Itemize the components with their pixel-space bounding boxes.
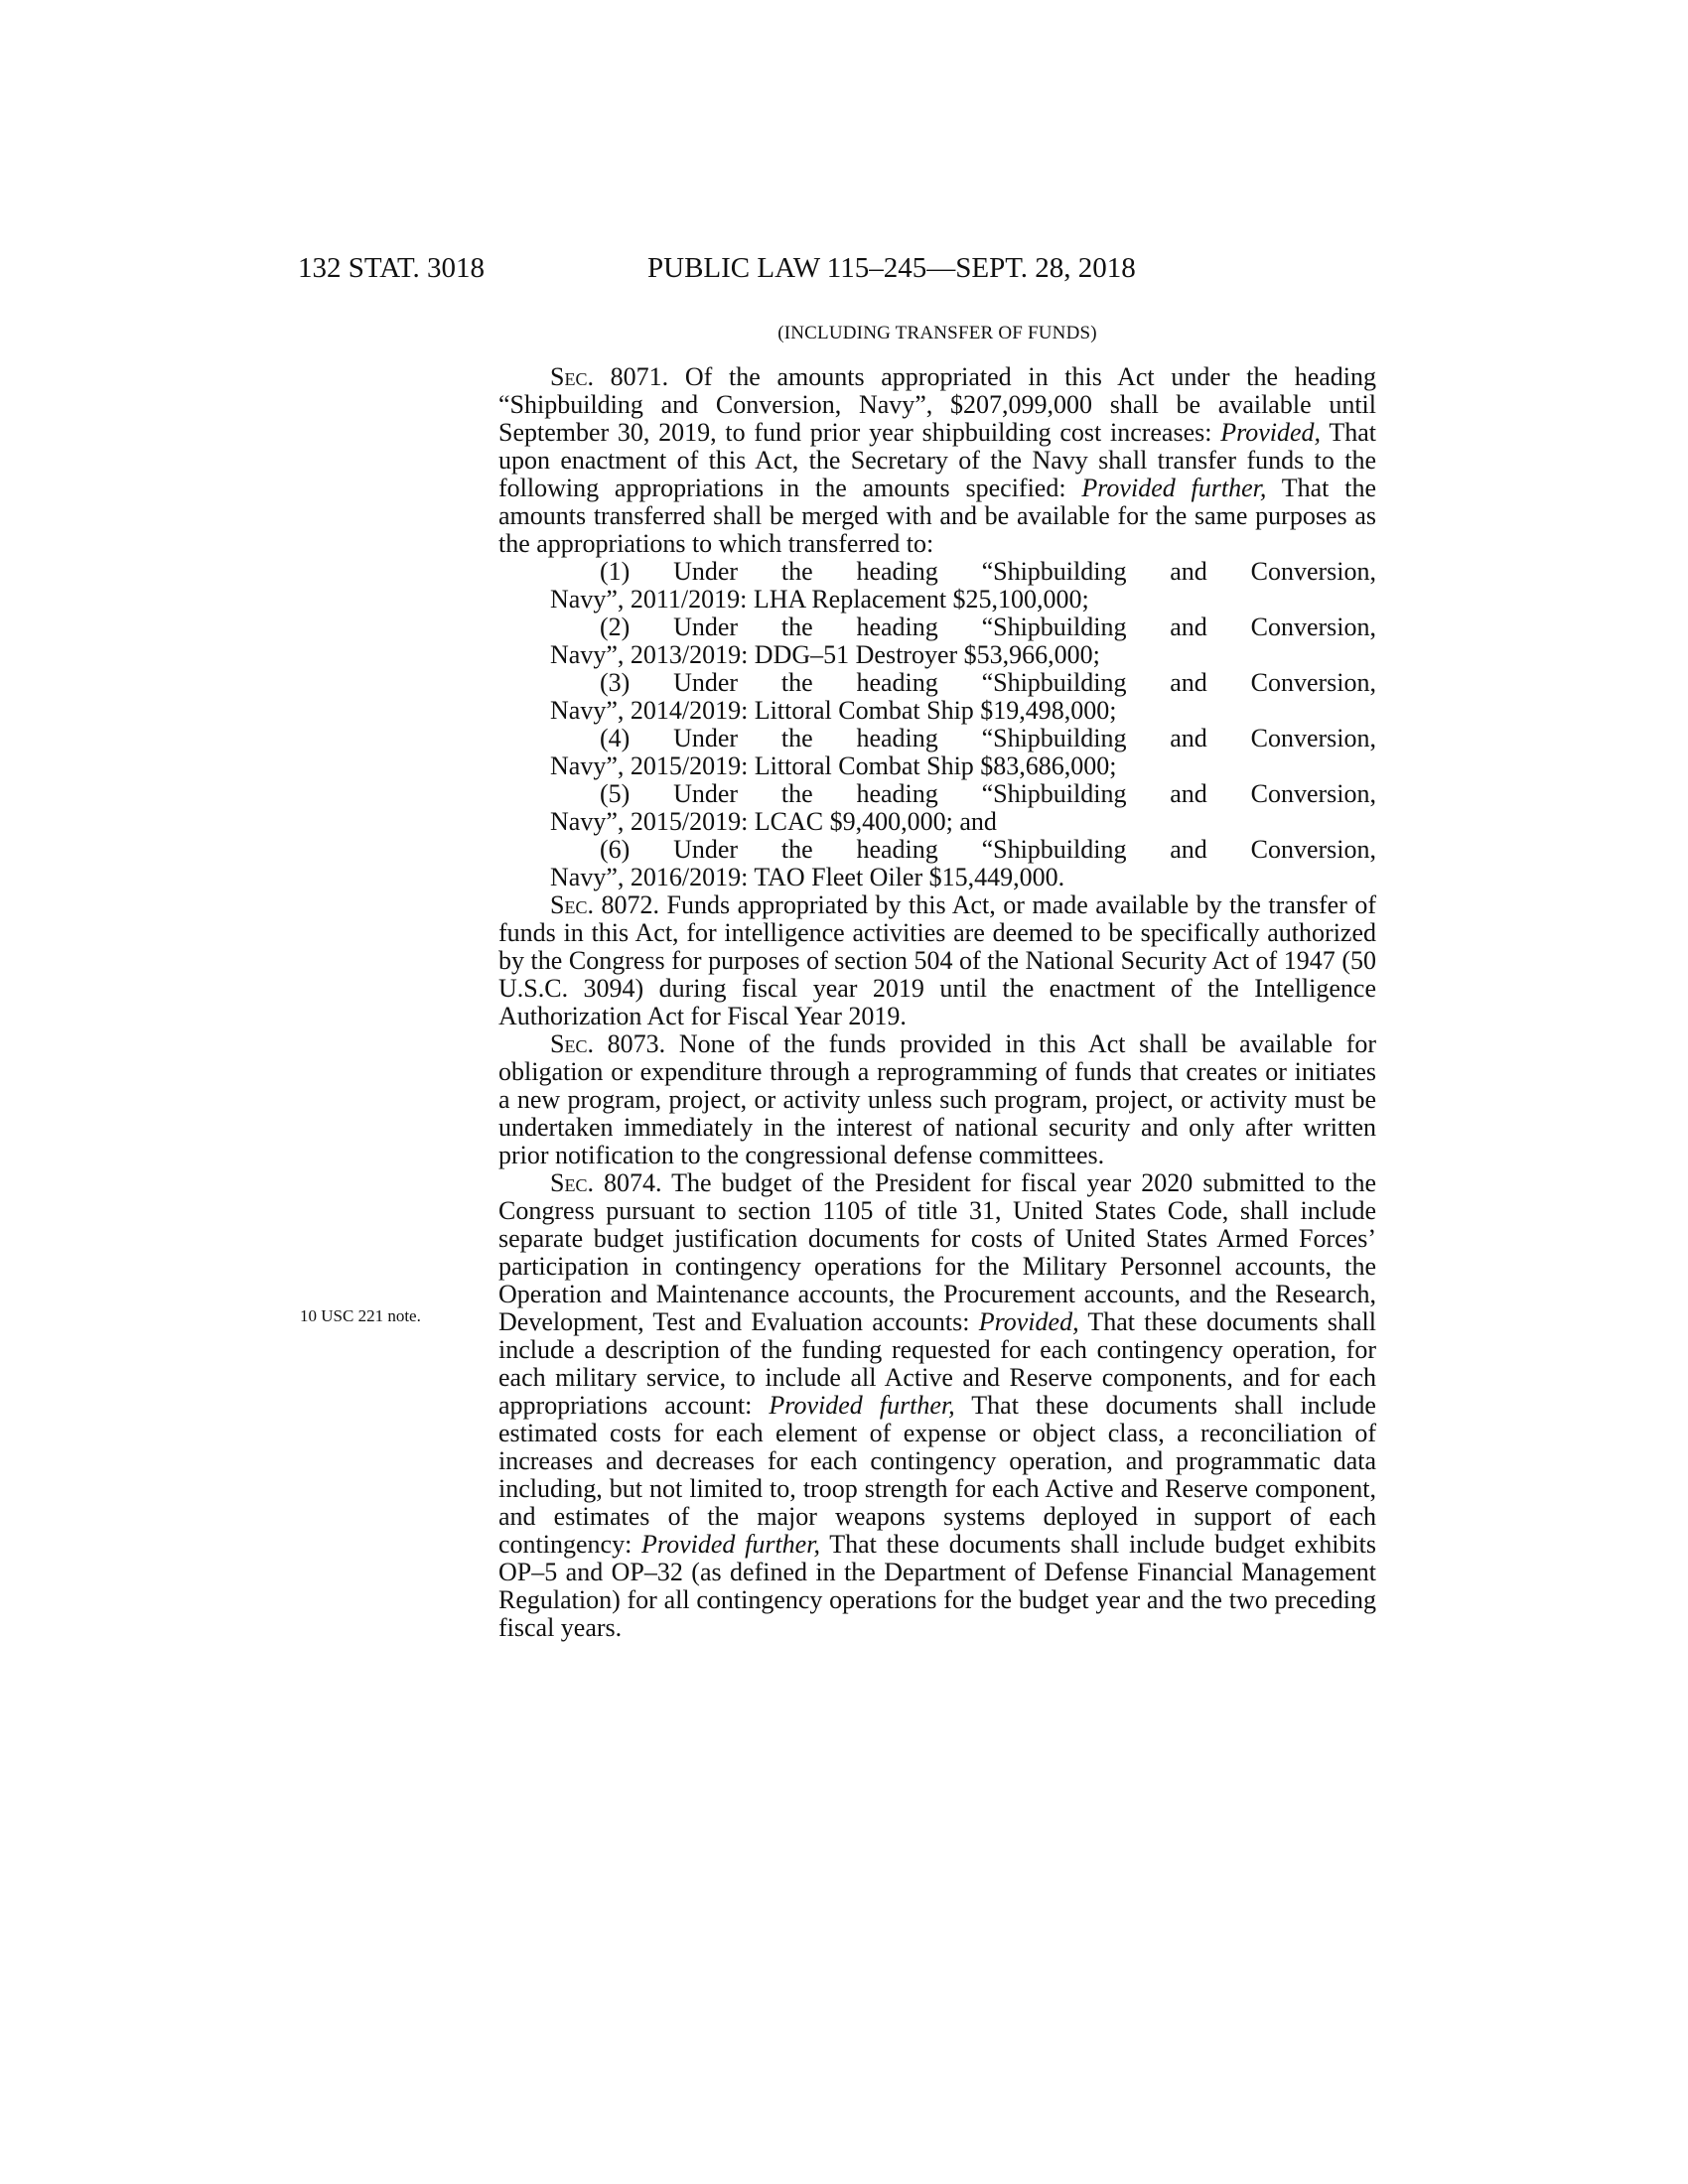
sec-label: Sec. xyxy=(550,890,594,919)
list-item xyxy=(498,780,1376,836)
section-number: 8074. xyxy=(604,1168,662,1197)
proviso-label: Provided further, xyxy=(769,1391,955,1420)
sec-label: Sec. xyxy=(550,362,594,391)
section-text: Of the amounts appropriated in this Act under the heading “Shipbuilding and Conversion, Navy”, $207,099,000 shall be available until September 30, 2019, to fund prior year shipbuilding cost increases: xyxy=(498,362,1376,447)
section-text: That these documents shall include a description of the funding requested for each contingency operation, for each military service, to include all Active and Reserve components, and for each appropriations account: xyxy=(498,1307,1376,1420)
list-item xyxy=(498,669,1376,725)
section-8072 xyxy=(498,891,1376,1030)
public-law-title: PUBLIC LAW 115–245—SEPT. 28, 2018 xyxy=(647,252,1136,284)
section-number: 8072. xyxy=(601,890,659,919)
proviso-label: Provided, xyxy=(1220,418,1322,447)
list-item-line: Navy”, 2011/2019: LHA Replacement $25,100,000; xyxy=(550,585,1089,614)
body-text xyxy=(498,363,1376,1642)
section-number: 8073. xyxy=(607,1029,666,1058)
list-item-line: (2) Under the heading “Shipbuilding and Conversion, xyxy=(600,613,1376,641)
list-item-line: (6) Under the heading “Shipbuilding and Conversion, xyxy=(600,835,1376,864)
list-item-line: Navy”, 2013/2019: DDG–51 Destroyer $53,966,000; xyxy=(550,640,1100,669)
list-item-line: (5) Under the heading “Shipbuilding and Conversion, xyxy=(600,779,1376,808)
running-head xyxy=(298,248,1226,288)
list-item-line: Navy”, 2015/2019: Littoral Combat Ship $83,686,000; xyxy=(550,751,1117,780)
sec-label: Sec. xyxy=(550,1029,594,1058)
list-item-line: (4) Under the heading “Shipbuilding and Conversion, xyxy=(600,724,1376,752)
section-8073 xyxy=(498,1030,1376,1169)
section-8074 xyxy=(498,1169,1376,1642)
list-item-line: (1) Under the heading “Shipbuilding and Conversion, xyxy=(600,557,1376,586)
section-text: That these documents shall include estimated costs for each element of expense or object class, a reconciliation of increases and decreases for each contingency operation, and programmatic data including, but not limited to, troop strength for each Active and Reserve component, and estimates of the major weapons systems deployed in support of each contingency: xyxy=(498,1391,1376,1559)
proviso-label: Provided further, xyxy=(1081,474,1267,502)
section-text: That these documents shall include budget exhibits OP–5 and OP–32 (as defined in the Department of Defense Financial Management Regulation) for all contingency operations for the budget year and the two preceding fiscal years. xyxy=(498,1530,1377,1642)
list-item-line: Navy”, 2015/2019: LCAC $9,400,000; and xyxy=(550,807,997,836)
section-number: 8071. xyxy=(610,362,669,391)
sec-label: Sec. xyxy=(550,1168,594,1197)
list-item-line: Navy”, 2014/2019: Littoral Combat Ship $19,498,000; xyxy=(550,696,1117,725)
margin-citation-note: 10 USC 221 note. xyxy=(300,1306,421,1325)
transfer-of-funds-subheading: (INCLUDING TRANSFER OF FUNDS) xyxy=(777,323,1097,343)
list-item-line: (3) Under the heading “Shipbuilding and Conversion, xyxy=(600,668,1376,697)
proviso-label: Provided further, xyxy=(641,1530,820,1559)
list-item xyxy=(498,836,1376,891)
section-text: None of the funds provided in this Act shall be available for obligation or expenditure through a reprogramming of funds that creates or initiates a new program, project, or activity unless such program, project, or activity must be undertaken immediately in the interest of national security and only after written prior notification to the congressional defense committees. xyxy=(498,1029,1377,1169)
list-item-line: Navy”, 2016/2019: TAO Fleet Oiler $15,449,000. xyxy=(550,863,1065,891)
list-item xyxy=(498,558,1376,614)
statute-page-reference: 132 STAT. 3018 xyxy=(298,252,486,284)
list-item xyxy=(498,725,1376,780)
section-text: The budget of the President for fiscal year 2020 submitted to the Congress pursuant to section 1105 of title 31, United States Code, shall include separate budget justification documents for costs of United States Armed Forces’ participation in contingency operations for the Military Personnel accounts, the Operation and Maintenance accounts, the Procurement accounts, and the Research, Development, Test and Evaluation accounts: xyxy=(498,1168,1377,1336)
list-item xyxy=(498,614,1376,669)
section-text: That the amounts transferred shall be merged with and be available for the same purposes as the appropriations to which transferred to: xyxy=(498,474,1376,558)
section-8071 xyxy=(498,363,1376,558)
section-text: That upon enactment of this Act, the Secretary of the Navy shall transfer funds to the following appropriations in the amounts specified: xyxy=(498,418,1376,502)
section-text: Funds appropriated by this Act, or made available by the transfer of funds in this Act, for intelligence activities are deemed to be specifically authorized by the Congress for purposes of section 504 of the National Security Act of 1947 (50 U.S.C. 3094) during fiscal year 2019 until the enactment of the Intelligence Authorization Act for Fiscal Year 2019. xyxy=(498,890,1377,1030)
proviso-label: Provided, xyxy=(978,1307,1079,1336)
